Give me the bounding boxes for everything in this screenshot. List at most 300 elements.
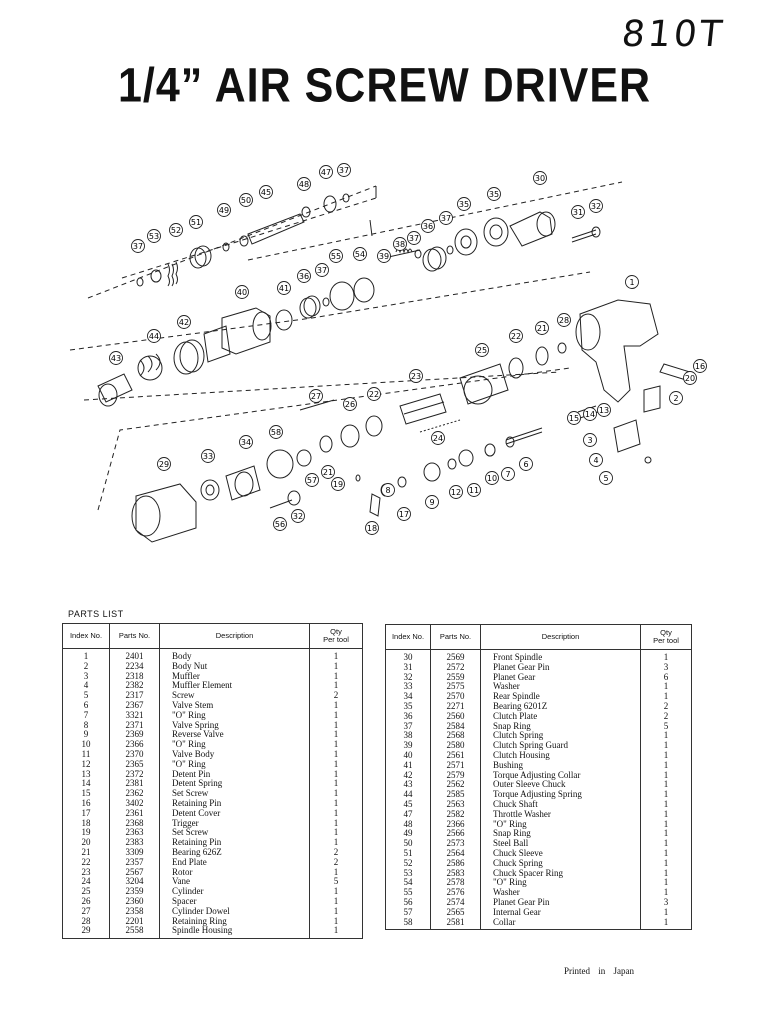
col-header-parts: Parts No.	[431, 625, 481, 650]
table-row	[386, 663, 692, 673]
description-cell: "O" Ring	[481, 878, 641, 888]
callout-label: 56	[274, 520, 286, 529]
index-cell: 28	[63, 917, 110, 927]
index-cell: 33	[386, 682, 431, 692]
callout-label: 54	[354, 250, 366, 259]
description-cell: Clutch Housing	[481, 751, 641, 761]
part-number-cell: 2559	[431, 673, 481, 683]
callout-label: 6	[523, 460, 529, 469]
description-cell: Screw	[160, 691, 310, 701]
qty-cell: 2	[310, 848, 363, 858]
description-cell: Valve Stem	[160, 701, 310, 711]
part-number-cell: 2562	[431, 780, 481, 790]
part-number-cell: 2234	[110, 662, 160, 672]
table-row	[63, 799, 363, 809]
part-number-cell: 2368	[110, 819, 160, 829]
description-cell: Cylinder Dowel	[160, 907, 310, 917]
index-cell: 5	[63, 691, 110, 701]
callout-label: 45	[260, 188, 272, 197]
callout-label: 44	[148, 332, 160, 341]
table-row	[63, 760, 363, 770]
qty-cell: 1	[641, 692, 692, 702]
callout-label: 29	[158, 460, 170, 469]
qty-cell: 3	[641, 898, 692, 908]
col-header-qty: Qty Per tool	[310, 624, 363, 649]
description-cell: Rear Spindle	[481, 692, 641, 702]
table-row	[386, 761, 692, 771]
table-row	[63, 770, 363, 780]
parts-list-heading: PARTS LIST	[68, 609, 124, 619]
part-number-cell: 2584	[431, 722, 481, 732]
part-number-cell: 2372	[110, 770, 160, 780]
index-cell: 57	[386, 908, 431, 918]
part-number-cell: 2366	[431, 820, 481, 830]
table-row	[386, 751, 692, 761]
index-cell: 37	[386, 722, 431, 732]
part-number-cell: 2383	[110, 838, 160, 848]
table-row	[63, 907, 363, 917]
part-number-cell: 2568	[431, 731, 481, 741]
part-number-cell: 2561	[431, 751, 481, 761]
index-cell: 52	[386, 859, 431, 869]
table-row	[63, 740, 363, 750]
table-row	[63, 662, 363, 672]
qty-cell: 1	[641, 741, 692, 751]
index-cell: 58	[386, 918, 431, 930]
part-number-cell: 2580	[431, 741, 481, 751]
callout-label: 28	[558, 316, 570, 325]
callout-label: 11	[468, 486, 480, 495]
callout-label: 43	[110, 354, 122, 363]
qty-cell: 1	[310, 799, 363, 809]
description-cell: Clutch Spring	[481, 731, 641, 741]
table-row	[386, 771, 692, 781]
qty-cell: 1	[641, 751, 692, 761]
table-row	[63, 838, 363, 848]
part-number-cell: 2381	[110, 779, 160, 789]
description-cell: Body	[160, 649, 310, 662]
qty-cell: 1	[310, 779, 363, 789]
part-number-cell: 2579	[431, 771, 481, 781]
callout-label: 14	[584, 410, 596, 419]
description-cell: Vane	[160, 877, 310, 887]
col-header-description: Description	[481, 625, 641, 650]
callout-label: 48	[298, 180, 310, 189]
qty-cell: 1	[310, 740, 363, 750]
table-row	[63, 926, 363, 938]
table-row	[386, 650, 692, 663]
index-cell: 34	[386, 692, 431, 702]
table-row	[63, 917, 363, 927]
callout-label: 36	[422, 222, 434, 231]
qty-cell: 1	[641, 682, 692, 692]
index-cell: 23	[63, 868, 110, 878]
description-cell: Washer	[481, 682, 641, 692]
description-cell: Spacer	[160, 897, 310, 907]
index-cell: 45	[386, 800, 431, 810]
description-cell: Valve Body	[160, 750, 310, 760]
callout-label: 37	[338, 166, 350, 175]
model-number: 810T	[619, 14, 727, 55]
qty-cell: 2	[310, 858, 363, 868]
callout-label: 37	[132, 242, 144, 251]
part-number-cell: 2563	[431, 800, 481, 810]
callout-label: 22	[510, 332, 522, 341]
page-title: 1/4” AIR SCREW DRIVER	[118, 59, 652, 113]
callout-label: 33	[202, 452, 214, 461]
callout-label: 37	[408, 234, 420, 243]
part-number-cell: 2583	[431, 869, 481, 879]
callout-label: 7	[505, 470, 511, 479]
index-cell: 3	[63, 672, 110, 682]
index-cell: 55	[386, 888, 431, 898]
description-cell: Torque Adjusting Spring	[481, 790, 641, 800]
qty-cell: 1	[641, 650, 692, 663]
description-cell: "O" Ring	[481, 820, 641, 830]
table-row	[63, 819, 363, 829]
qty-cell: 1	[310, 672, 363, 682]
qty-cell: 1	[310, 838, 363, 848]
index-cell: 7	[63, 711, 110, 721]
callout-label: 4	[593, 456, 599, 465]
description-cell: Chuck Sleeve	[481, 849, 641, 859]
index-cell: 39	[386, 741, 431, 751]
table-row	[63, 672, 363, 682]
part-number-cell: 2576	[431, 888, 481, 898]
index-cell: 17	[63, 809, 110, 819]
callout-label: 15	[568, 414, 580, 423]
index-cell: 24	[63, 877, 110, 887]
callout-label: 2	[673, 394, 679, 403]
callout-label: 25	[476, 346, 488, 355]
index-cell: 31	[386, 663, 431, 673]
callout-label: 18	[366, 524, 378, 533]
part-number-cell: 3309	[110, 848, 160, 858]
qty-cell: 1	[641, 839, 692, 849]
index-cell: 41	[386, 761, 431, 771]
description-cell: Bearing 626Z	[160, 848, 310, 858]
callout-label: 37	[440, 214, 452, 223]
table-row	[386, 741, 692, 751]
qty-cell: 1	[310, 701, 363, 711]
index-cell: 27	[63, 907, 110, 917]
description-cell: Chuck Shaft	[481, 800, 641, 810]
table-row	[386, 712, 692, 722]
table-row	[63, 868, 363, 878]
callout-label: 17	[398, 510, 410, 519]
callout-label: 53	[148, 232, 160, 241]
qty-cell: 1	[310, 711, 363, 721]
qty-cell: 1	[310, 907, 363, 917]
part-number-cell: 2360	[110, 897, 160, 907]
parts-table-right	[385, 624, 692, 930]
index-cell: 14	[63, 779, 110, 789]
description-cell: Cylinder	[160, 887, 310, 897]
table-row	[386, 869, 692, 879]
qty-cell: 1	[641, 731, 692, 741]
description-cell: Snap Ring	[481, 829, 641, 839]
description-cell: Steel Ball	[481, 839, 641, 849]
qty-cell: 1	[310, 887, 363, 897]
callout-label: 52	[170, 226, 182, 235]
index-cell: 18	[63, 819, 110, 829]
callout-label: 30	[534, 174, 546, 183]
description-cell: Valve Spring	[160, 721, 310, 731]
callout-label: 31	[572, 208, 584, 217]
part-number-cell: 2318	[110, 672, 160, 682]
exploded-view-diagram	[0, 150, 768, 550]
description-cell: Detent Pin	[160, 770, 310, 780]
part-number-cell: 2570	[431, 692, 481, 702]
qty-cell: 1	[641, 761, 692, 771]
callout-label: 37	[316, 266, 328, 275]
description-cell: Rotor	[160, 868, 310, 878]
table-row	[386, 702, 692, 712]
part-number-cell: 2565	[431, 908, 481, 918]
qty-cell: 2	[641, 702, 692, 712]
index-cell: 48	[386, 820, 431, 830]
index-cell: 32	[386, 673, 431, 683]
qty-cell: 5	[641, 722, 692, 732]
index-cell: 10	[63, 740, 110, 750]
qty-cell: 2	[310, 691, 363, 701]
index-cell: 12	[63, 760, 110, 770]
index-cell: 19	[63, 828, 110, 838]
table-row	[386, 810, 692, 820]
description-cell: Muffler Element	[160, 681, 310, 691]
callout-label: 32	[292, 512, 304, 521]
callout-label: 9	[429, 498, 435, 507]
index-cell: 16	[63, 799, 110, 809]
table-row	[63, 828, 363, 838]
description-cell: Planet Gear Pin	[481, 663, 641, 673]
callout-label: 50	[240, 196, 252, 205]
description-cell: End Plate	[160, 858, 310, 868]
description-cell: Planet Gear	[481, 673, 641, 683]
callout-label: 26	[344, 400, 356, 409]
part-number-cell: 2558	[110, 926, 160, 938]
part-number-cell: 2574	[431, 898, 481, 908]
table-row	[63, 691, 363, 701]
callout-label: 55	[330, 252, 342, 261]
index-cell: 20	[63, 838, 110, 848]
callout-label: 1	[629, 278, 635, 287]
qty-cell: 1	[310, 649, 363, 662]
index-cell: 53	[386, 869, 431, 879]
qty-cell: 1	[641, 878, 692, 888]
table-row	[386, 859, 692, 869]
index-cell: 15	[63, 789, 110, 799]
index-cell: 42	[386, 771, 431, 781]
table-row	[386, 908, 692, 918]
part-number-cell: 2357	[110, 858, 160, 868]
table-row	[63, 721, 363, 731]
callout-label: 5	[603, 474, 609, 483]
qty-cell: 1	[641, 790, 692, 800]
table-row	[386, 780, 692, 790]
qty-cell: 1	[641, 859, 692, 869]
col-header-parts: Parts No.	[110, 624, 160, 649]
part-number-cell: 2363	[110, 828, 160, 838]
description-cell: Outer Sleeve Chuck	[481, 780, 641, 790]
part-number-cell: 2575	[431, 682, 481, 692]
part-number-cell: 2578	[431, 878, 481, 888]
part-number-cell: 3321	[110, 711, 160, 721]
part-number-cell: 2201	[110, 917, 160, 927]
callout-label: 23	[410, 372, 422, 381]
callout-label: 35	[458, 200, 470, 209]
index-cell: 4	[63, 681, 110, 691]
qty-cell: 3	[641, 663, 692, 673]
index-cell: 9	[63, 730, 110, 740]
description-cell: Reverse Valve	[160, 730, 310, 740]
parts-table-left	[62, 623, 363, 939]
col-header-qty: Qty Per tool	[641, 625, 692, 650]
part-number-cell: 2370	[110, 750, 160, 760]
index-cell: 2	[63, 662, 110, 672]
description-cell: Detent Spring	[160, 779, 310, 789]
part-number-cell: 2572	[431, 663, 481, 673]
qty-cell: 1	[641, 810, 692, 820]
part-number-cell: 2573	[431, 839, 481, 849]
part-number-cell: 2566	[431, 829, 481, 839]
table-row	[63, 848, 363, 858]
qty-cell: 1	[310, 770, 363, 780]
part-number-cell: 2362	[110, 789, 160, 799]
part-number-cell: 2586	[431, 859, 481, 869]
table-row	[63, 858, 363, 868]
table-row	[386, 820, 692, 830]
callout-label: 21	[536, 324, 548, 333]
part-number-cell: 2367	[110, 701, 160, 711]
callout-label: 24	[432, 434, 444, 443]
part-number-cell: 2317	[110, 691, 160, 701]
index-cell: 22	[63, 858, 110, 868]
description-cell: "O" Ring	[160, 711, 310, 721]
callout-label: 34	[240, 438, 252, 447]
qty-cell: 1	[310, 750, 363, 760]
description-cell: Collar	[481, 918, 641, 930]
description-cell: Retaining Pin	[160, 799, 310, 809]
index-cell: 43	[386, 780, 431, 790]
qty-cell: 1	[310, 917, 363, 927]
callout-label: 3	[587, 436, 593, 445]
index-cell: 50	[386, 839, 431, 849]
qty-cell: 1	[641, 918, 692, 930]
qty-cell: 1	[310, 681, 363, 691]
description-cell: Muffler	[160, 672, 310, 682]
part-number-cell: 2361	[110, 809, 160, 819]
table-row	[63, 789, 363, 799]
description-cell: Clutch Plate	[481, 712, 641, 722]
index-cell: 30	[386, 650, 431, 663]
qty-cell: 1	[641, 771, 692, 781]
index-cell: 1	[63, 649, 110, 662]
callout-label: 41	[278, 284, 290, 293]
part-number-cell: 2582	[431, 810, 481, 820]
table-row	[63, 730, 363, 740]
index-cell: 35	[386, 702, 431, 712]
table-row	[386, 682, 692, 692]
part-number-cell: 2366	[110, 740, 160, 750]
table-row	[386, 849, 692, 859]
callout-label: 8	[385, 486, 391, 495]
callout-label: 22	[368, 390, 380, 399]
description-cell: Snap Ring	[481, 722, 641, 732]
qty-cell: 1	[310, 809, 363, 819]
description-cell: Trigger	[160, 819, 310, 829]
description-cell: Retaining Pin	[160, 838, 310, 848]
table-row	[63, 779, 363, 789]
description-cell: Washer	[481, 888, 641, 898]
part-number-cell: 2369	[110, 730, 160, 740]
callout-label: 27	[310, 392, 322, 401]
table-row	[63, 887, 363, 897]
callout-label: 40	[236, 288, 248, 297]
part-number-cell: 2382	[110, 681, 160, 691]
qty-cell: 1	[310, 760, 363, 770]
table-row	[63, 701, 363, 711]
part-number-cell: 2358	[110, 907, 160, 917]
col-header-description: Description	[160, 624, 310, 649]
callout-label: 36	[298, 272, 310, 281]
qty-cell: 1	[310, 868, 363, 878]
description-cell: Internal Gear	[481, 908, 641, 918]
callout-label: 12	[450, 488, 462, 497]
qty-cell: 1	[310, 662, 363, 672]
description-cell: Set Screw	[160, 789, 310, 799]
index-cell: 21	[63, 848, 110, 858]
index-cell: 13	[63, 770, 110, 780]
table-row	[386, 839, 692, 849]
index-cell: 38	[386, 731, 431, 741]
qty-cell: 1	[641, 829, 692, 839]
qty-cell: 1	[641, 869, 692, 879]
part-number-cell: 2567	[110, 868, 160, 878]
part-number-cell: 3402	[110, 799, 160, 809]
qty-cell: 1	[641, 820, 692, 830]
index-cell: 11	[63, 750, 110, 760]
description-cell: "O" Ring	[160, 740, 310, 750]
part-number-cell: 2564	[431, 849, 481, 859]
table-row	[63, 750, 363, 760]
printed-in-japan: Printed in Japan	[564, 966, 634, 976]
table-row	[386, 692, 692, 702]
callout-label: 35	[488, 190, 500, 199]
part-number-cell: 2569	[431, 650, 481, 663]
callout-label: 58	[270, 428, 282, 437]
table-row	[386, 878, 692, 888]
table-row	[63, 649, 363, 662]
description-cell: Bearing 6201Z	[481, 702, 641, 712]
description-cell: Front Spindle	[481, 650, 641, 663]
table-row	[386, 673, 692, 683]
table-row	[63, 897, 363, 907]
table-row	[63, 877, 363, 887]
callout-label: 21	[322, 468, 334, 477]
callout-label: 19	[332, 480, 344, 489]
index-cell: 6	[63, 701, 110, 711]
qty-cell: 1	[641, 800, 692, 810]
qty-cell: 1	[641, 849, 692, 859]
qty-cell: 1	[310, 789, 363, 799]
qty-cell: 1	[310, 897, 363, 907]
table-row	[63, 809, 363, 819]
qty-cell: 1	[641, 780, 692, 790]
description-cell: Bushing	[481, 761, 641, 771]
qty-cell: 1	[310, 721, 363, 731]
callout-label: 38	[394, 240, 406, 249]
